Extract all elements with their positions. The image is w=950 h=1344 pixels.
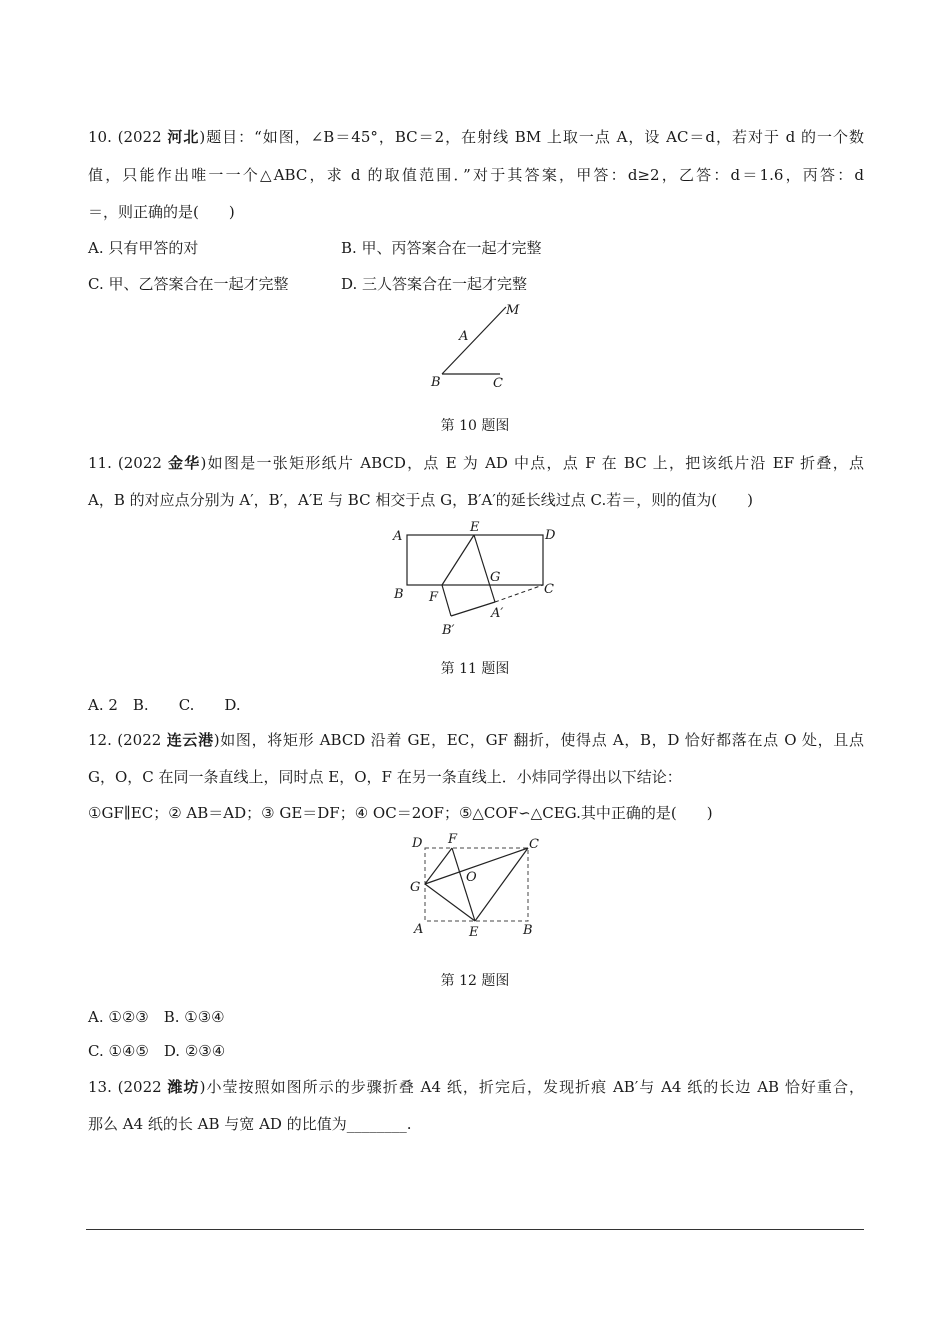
q10-label-b: B <box>431 375 441 390</box>
q12-options-row2[interactable]: C. ①④⑤ D. ②③④ <box>88 1042 226 1060</box>
q11-caption: 第 11 题图 <box>440 661 510 677</box>
q12-label-a: A <box>414 922 424 937</box>
q11-label-e: E <box>470 520 480 535</box>
q12-caption: 第 12 题图 <box>440 973 510 989</box>
q10-label-c: C <box>493 376 503 391</box>
q10-option-c[interactable]: C. 甲、乙答案合在一起才完整 <box>88 275 289 293</box>
q11-segment-b1a1 <box>451 602 495 616</box>
q12-segment-ec <box>475 848 528 921</box>
q10-label-m: M <box>506 303 520 318</box>
q10-option-a[interactable]: A. 只有甲答的对 <box>88 239 199 257</box>
q13-line1: 13. (2022 潍坊)小莹按照如图所示的步骤折叠 A4 纸，折完后，发现折痕 AB′与 A4 纸的长边 AB 恰好重合， <box>88 1078 864 1096</box>
q10-source: 河北 <box>167 128 200 146</box>
q12-label-b: B <box>523 923 533 938</box>
q11-options[interactable]: A. 2 B. C. D. <box>88 696 241 714</box>
q11-segment-fb1 <box>442 585 451 616</box>
q10-line1: 10. (2022 河北)题目：“如图，∠B＝45°，BC＝2，在射线 BM 上取一点 A，设 AC＝d，若对于 d 的一个数 <box>88 128 864 146</box>
q11-label-c: C <box>544 582 554 597</box>
q11-dashed-a1c <box>495 585 543 602</box>
q11-segment-ea1 <box>474 535 495 602</box>
q11-label-b: B <box>394 587 404 602</box>
q12-label-g: G <box>410 880 421 895</box>
q10-ray-bm <box>442 307 506 374</box>
q12-line3: ①GF∥EC；② AB＝AD；③ GE＝DF；④ OC＝2OF；⑤△COF∽△CEG.其中正确的是( ) <box>88 804 713 822</box>
q11-label-b-prime: B′ <box>442 623 455 638</box>
q12-label-f: F <box>448 832 458 847</box>
q12-label-o: O <box>466 870 477 885</box>
q12-segment-ge <box>425 884 475 921</box>
q11-rectangle-abcd <box>407 535 543 585</box>
q11-label-a: A <box>393 529 403 544</box>
footer-rule <box>86 1229 864 1230</box>
q11-label-d: D <box>545 528 556 543</box>
q12-label-c: C <box>529 837 539 852</box>
q10-label-a: A <box>459 329 469 344</box>
q11-source: 金华 <box>167 454 201 472</box>
q11-figure <box>385 515 565 640</box>
q11-label-f: F <box>429 590 439 605</box>
q11-label-a-prime: A′ <box>491 606 504 621</box>
q12-label-d: D <box>412 836 423 851</box>
q12-label-e: E <box>469 925 479 940</box>
q13-line2: 那么 A4 纸的长 AB 与宽 AD 的比值为________. <box>88 1115 412 1133</box>
q12-source: 连云港 <box>166 731 214 749</box>
q12-figure <box>400 828 550 943</box>
q12-line1: 12. (2022 连云港)如图，将矩形 ABCD 沿着 GE，EC，GF 翻折，使得点 A，B，D 恰好都落在点 O 处，且点 <box>88 731 864 749</box>
q12-options-row1[interactable]: A. ①②③ B. ①③④ <box>88 1008 225 1026</box>
q10-line3: ＝，则正确的是( ) <box>88 203 235 221</box>
q10-line2: 值，只能作出唯一一个△ABC，求 d 的取值范围．”对于其答案，甲答：d≥2，乙答：d＝1.6，丙答：d <box>88 166 864 184</box>
q11-fold-ef <box>442 535 474 585</box>
q11-label-g: G <box>490 570 501 585</box>
q12-segment-gf <box>425 848 452 884</box>
q10-caption: 第 10 题图 <box>440 418 510 434</box>
q10-option-b[interactable]: B. 甲、丙答案合在一起才完整 <box>341 239 542 257</box>
q10-option-d[interactable]: D. 三人答案合在一起才完整 <box>341 275 528 293</box>
q13-source: 潍坊 <box>167 1078 200 1096</box>
q10-figure <box>420 298 540 394</box>
q11-line2: A，B 的对应点分别为 A′，B′，A′E 与 BC 相交于点 G，B′A′的延长线过点 C.若＝，则的值为( ) <box>88 491 753 509</box>
q11-line1: 11. (2022 金华)如图是一张矩形纸片 ABCD，点 E 为 AD 中点，点 F 在 BC 上，把该纸片沿 EF 折叠，点 <box>88 454 864 472</box>
q12-line2: G，O，C 在同一条直线上，同时点 E，O，F 在另一条直线上．小炜同学得出以下结论： <box>88 768 682 786</box>
